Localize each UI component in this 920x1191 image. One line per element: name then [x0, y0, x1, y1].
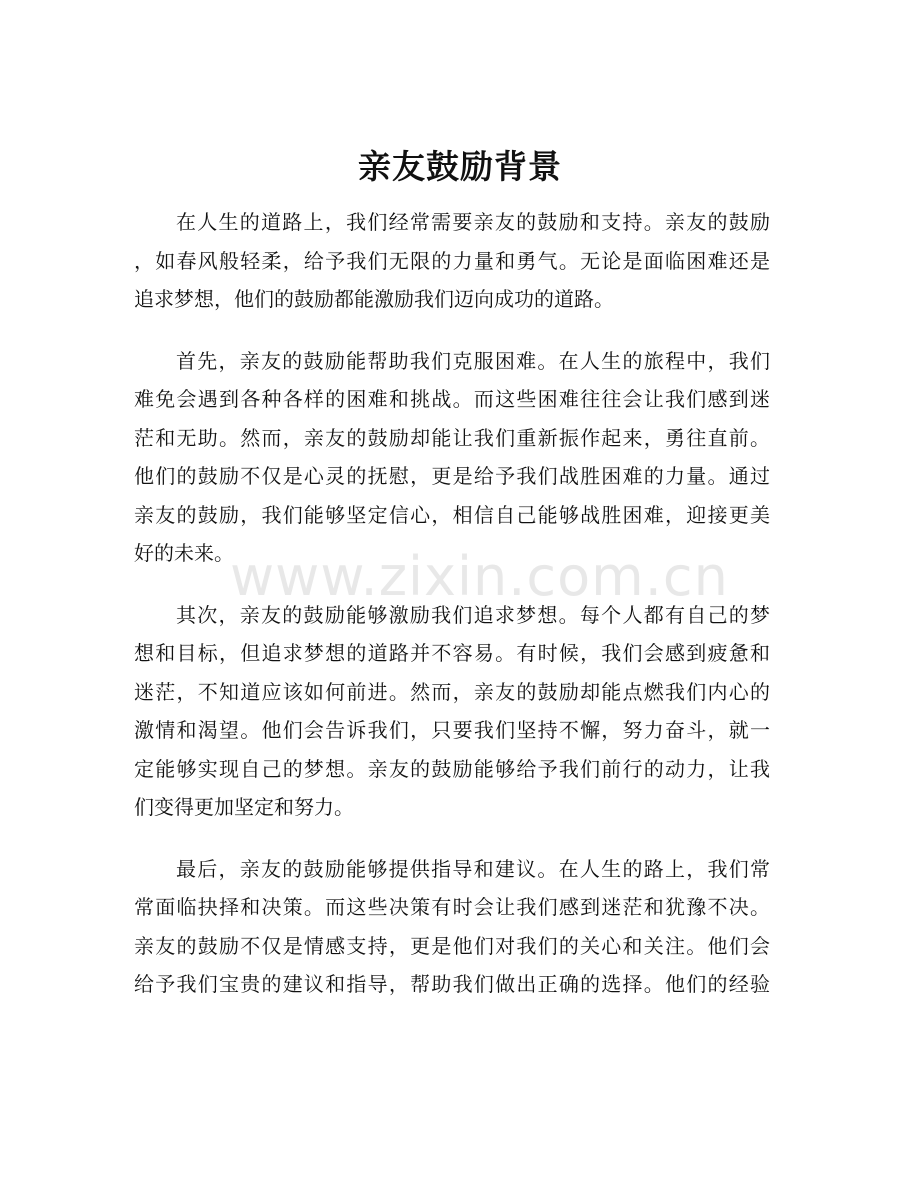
text-line: 亲友的鼓励，我们能够坚定信心，相信自己能够战胜困难，迎接更美	[134, 502, 770, 527]
paragraph-4	[134, 850, 770, 1004]
text-line: 追求梦想，他们的鼓励都能激励我们迈向成功的道路。	[134, 287, 614, 311]
text-line: 给予我们宝贵的建议和指导，帮助我们做出正确的选择。他们的经验	[134, 972, 770, 996]
text-line: 最后，亲友的鼓励能够提供指导和建议。在人生的路上，我们常	[176, 856, 770, 881]
paragraph-3	[134, 596, 770, 827]
document-body	[134, 203, 770, 1027]
text-line: 想和目标，但追求梦想的道路并不容易。有时候，我们会感到疲惫和	[134, 641, 770, 665]
text-line: 迷茫，不知道应该如何前进。然而，亲友的鼓励却能点燃我们内心的	[134, 679, 770, 704]
document-title: 亲友鼓励背景	[358, 147, 562, 186]
text-line: 其次，亲友的鼓励能够激励我们追求梦想。每个人都有自己的梦	[176, 602, 770, 627]
text-line: 常面临抉择和决策。而这些决策有时会让我们感到迷茫和犹豫不决。	[134, 895, 770, 919]
watermark: www.zixin.com.cn	[230, 545, 729, 608]
text-line: 在人生的道路上，我们经常需要亲友的鼓励和支持。亲友的鼓励	[176, 210, 770, 234]
text-line: 茫和无助。然而，亲友的鼓励却能让我们重新振作起来，勇往直前。	[134, 425, 770, 450]
text-line: 难免会遇到各种各样的困难和挑战。而这些困难往往会让我们感到迷	[134, 387, 770, 411]
text-line: 首先，亲友的鼓励能帮助我们克服困难。在人生的旅程中，我们	[176, 348, 770, 373]
text-line: 激情和渴望。他们会告诉我们，只要我们坚持不懈，努力奋斗，就一	[134, 718, 770, 742]
paragraph-2	[134, 342, 770, 573]
text-line: 定能够实现自己的梦想。亲友的鼓励能够给予我们前行的动力，让我	[134, 756, 770, 781]
text-line: 们变得更加坚定和努力。	[134, 795, 354, 819]
text-line: 他们的鼓励不仅是心灵的抚慰，更是给予我们战胜困难的力量。通过	[134, 464, 770, 488]
paragraph-1	[134, 203, 770, 319]
text-line: 好的未来。	[134, 541, 234, 565]
text-line: ，如春风般轻柔，给予我们无限的力量和勇气。无论是面临困难还是	[134, 248, 770, 273]
text-line: 亲友的鼓励不仅是情感支持，更是他们对我们的关心和关注。他们会	[134, 933, 770, 958]
